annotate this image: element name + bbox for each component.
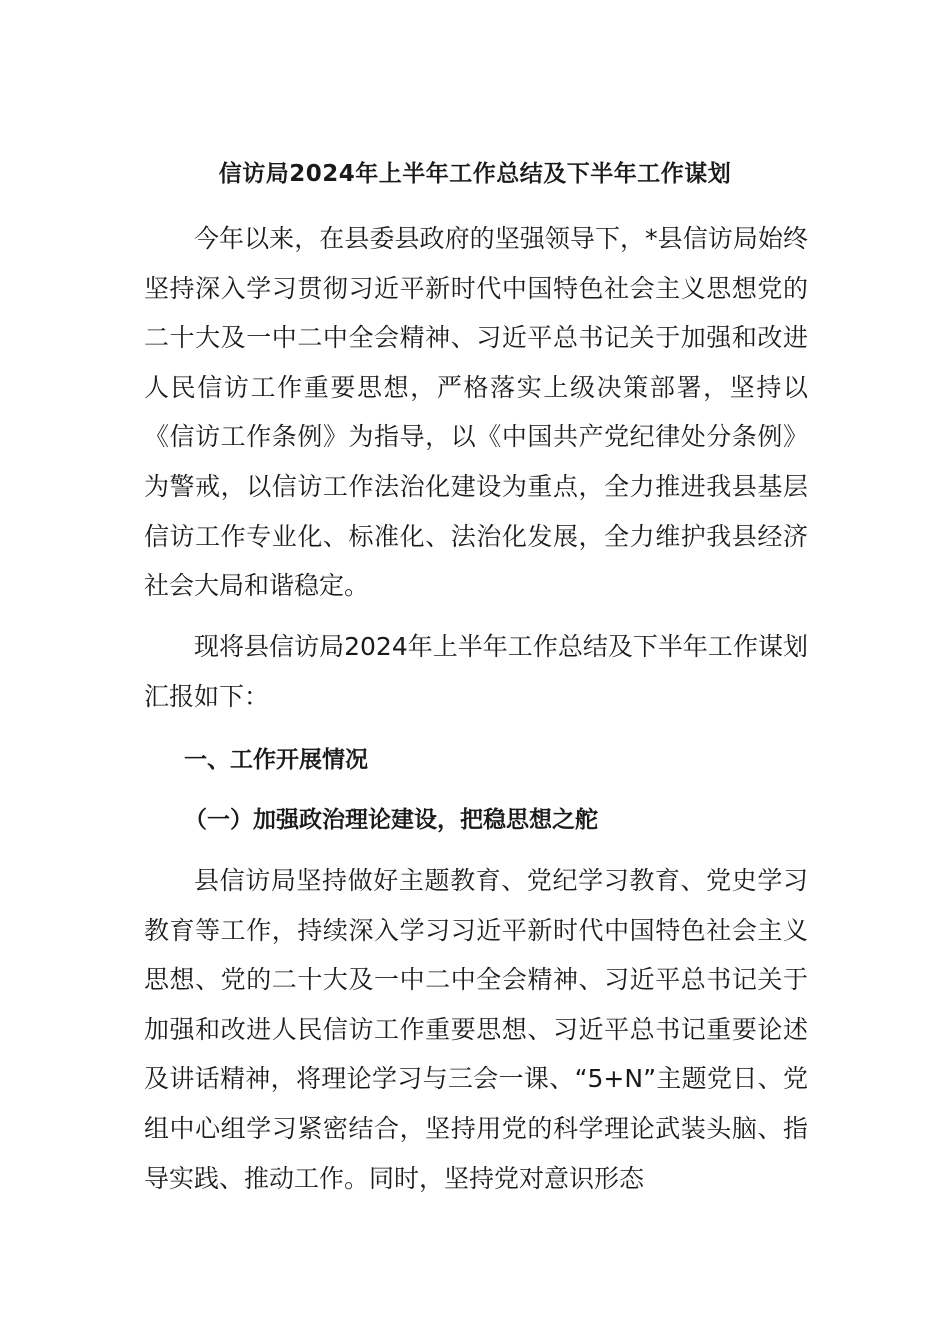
body-paragraph: 县信访局坚持做好主题教育、党纪学习教育、党史学习教育等工作，持续深入学习习近平新时代中国特色社会主义思想、党的二十大及一中二中全会精神、习近平总书记关于加强和改进人民信访工作重要思想、习近平总书记重要论述及讲话精神，将理论学习与三会一课、“5+N”主题党日、党组中心组学习紧密结合，坚持用党的科学理论武装头脑、指导实践、推动工作。同时，坚持党对意识形态 bbox=[144, 866, 808, 1193]
report-paragraph: 现将县信访局2024年上半年工作总结及下半年工作谋划汇报如下： bbox=[144, 632, 808, 711]
section-heading: 一、工作开展情况 bbox=[184, 747, 368, 773]
subsection-heading: （一）加强政治理论建设，把稳思想之舵 bbox=[184, 807, 598, 833]
intro-paragraph: 今年以来，在县委县政府的坚强领导下，*县信访局始终坚持深入学习贯彻习近平新时代中国特色社会主义思想党的二十大及一中二中全会精神、习近平总书记关于加强和改进人民信访工作重要思想，严格落实上级决策部署，坚持以《信访工作条例》为指导，以《中国共产党纪律处分条例》为警戒，以信访工作法治化建设为重点，全力推进我县基层信访工作专业化、标准化、法治化发展，全力维护我县经济社会大局和谐稳定。 bbox=[144, 224, 808, 601]
document-title: 信访局2024年上半年工作总结及下半年工作谋划 bbox=[218, 161, 732, 187]
